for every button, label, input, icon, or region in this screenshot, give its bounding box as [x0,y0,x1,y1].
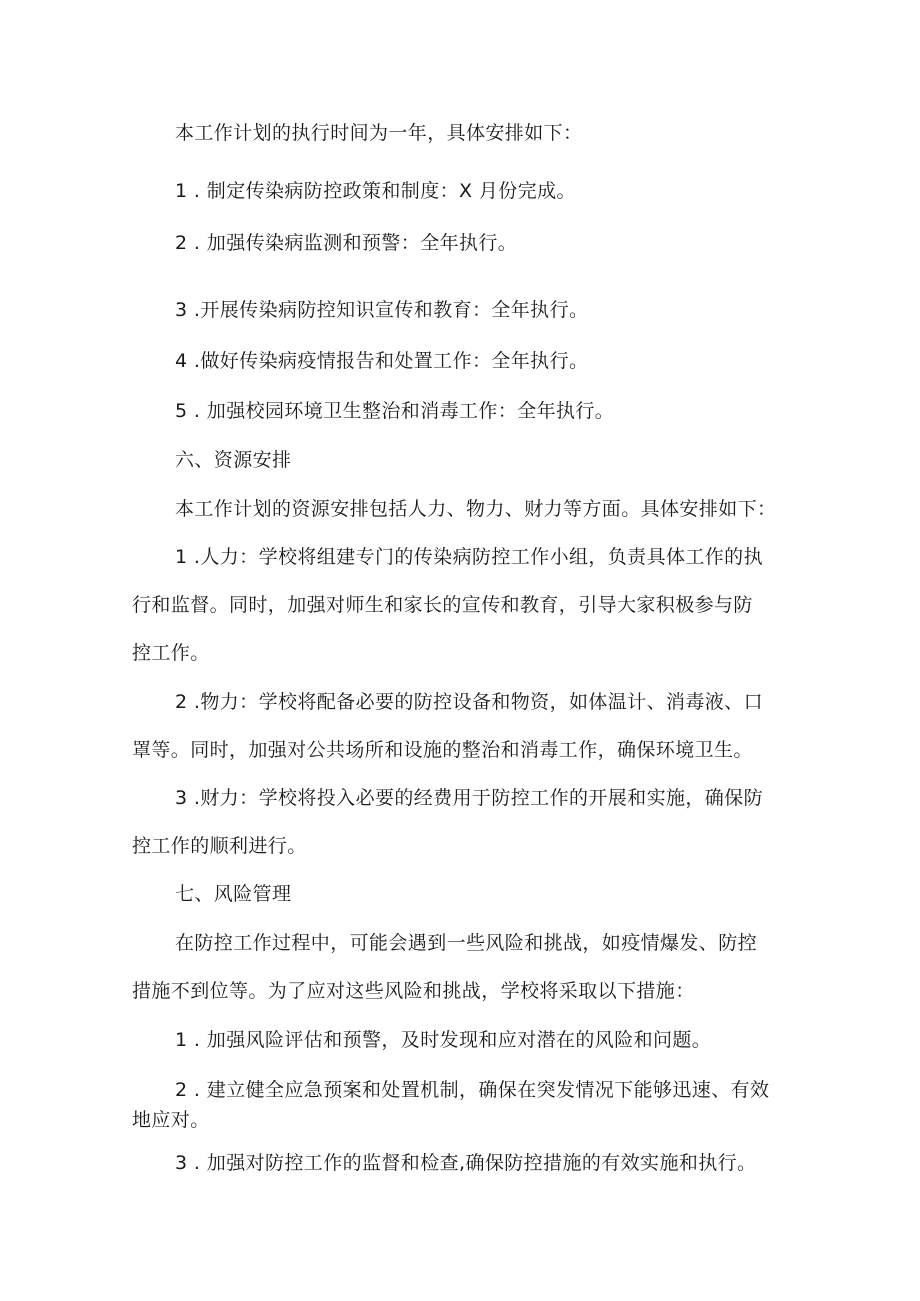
risk-item-2-line-1: 2 . 建立健全应急预案和处置机制，确保在突发情况下能够迅速、有效 [175,1079,770,1101]
schedule-item-3: 3 .开展传染病防控知识宣传和教育：全年执行。 [175,299,589,321]
section-heading-resources: 六、资源安排 [175,449,292,471]
risk-item-3: 3 . 加强对防控工作的监督和检查,确保防控措施的有效实施和执行。 [175,1152,757,1174]
schedule-item-5: 5 . 加强校园环境卫生整治和消毒工作：全年执行。 [175,400,615,422]
schedule-intro: 本工作计划的执行时间为一年，具体安排如下： [175,122,583,144]
resource-item-1-line-3: 控工作。 [132,642,210,664]
risk-intro-line-2: 措施不到位等。为了应对这些风险和挑战，学校将采取以下措施： [132,980,695,1002]
resource-intro: 本工作计划的资源安排包括人力、物力、财力等方面。具体安排如下： [175,498,777,520]
schedule-item-1: 1 . 制定传染病防控政策和制度：X 月份完成。 [175,180,576,202]
risk-intro-line-1: 在防控工作过程中，可能会遇到一些风险和挑战，如疫情爆发、防控 [175,932,758,954]
schedule-item-2: 2 . 加强传染病监测和预警：全年执行。 [175,232,518,254]
risk-item-1: 1 . 加强风险评估和预警，及时发现和应对潜在的风险和问题。 [175,1029,712,1051]
resource-item-1-line-2: 行和监督。同时，加强对师生和家长的宣传和教育，引导大家积极参与防 [132,594,753,616]
resource-item-1-line-1: 1 .人力：学校将组建专门的传染病防控工作小组，负责具体工作的执 [175,546,763,568]
schedule-item-4: 4 .做好传染病疫情报告和处置工作：全年执行。 [175,350,589,372]
risk-item-2-line-2: 地应对。 [132,1109,210,1131]
resource-item-2-line-1: 2 .物力：学校将配备必要的防控设备和物资，如体温计、消毒液、口 [175,691,763,713]
resource-item-3-line-2: 控工作的顺利进行。 [132,835,307,857]
resource-item-3-line-1: 3 .财力：学校将投入必要的经费用于防控工作的开展和实施，确保防 [175,787,763,809]
section-heading-risk: 七、风险管理 [175,883,292,905]
resource-item-2-line-2: 罩等。同时，加强对公共场所和设施的整治和消毒工作，确保环境卫生。 [132,739,753,761]
